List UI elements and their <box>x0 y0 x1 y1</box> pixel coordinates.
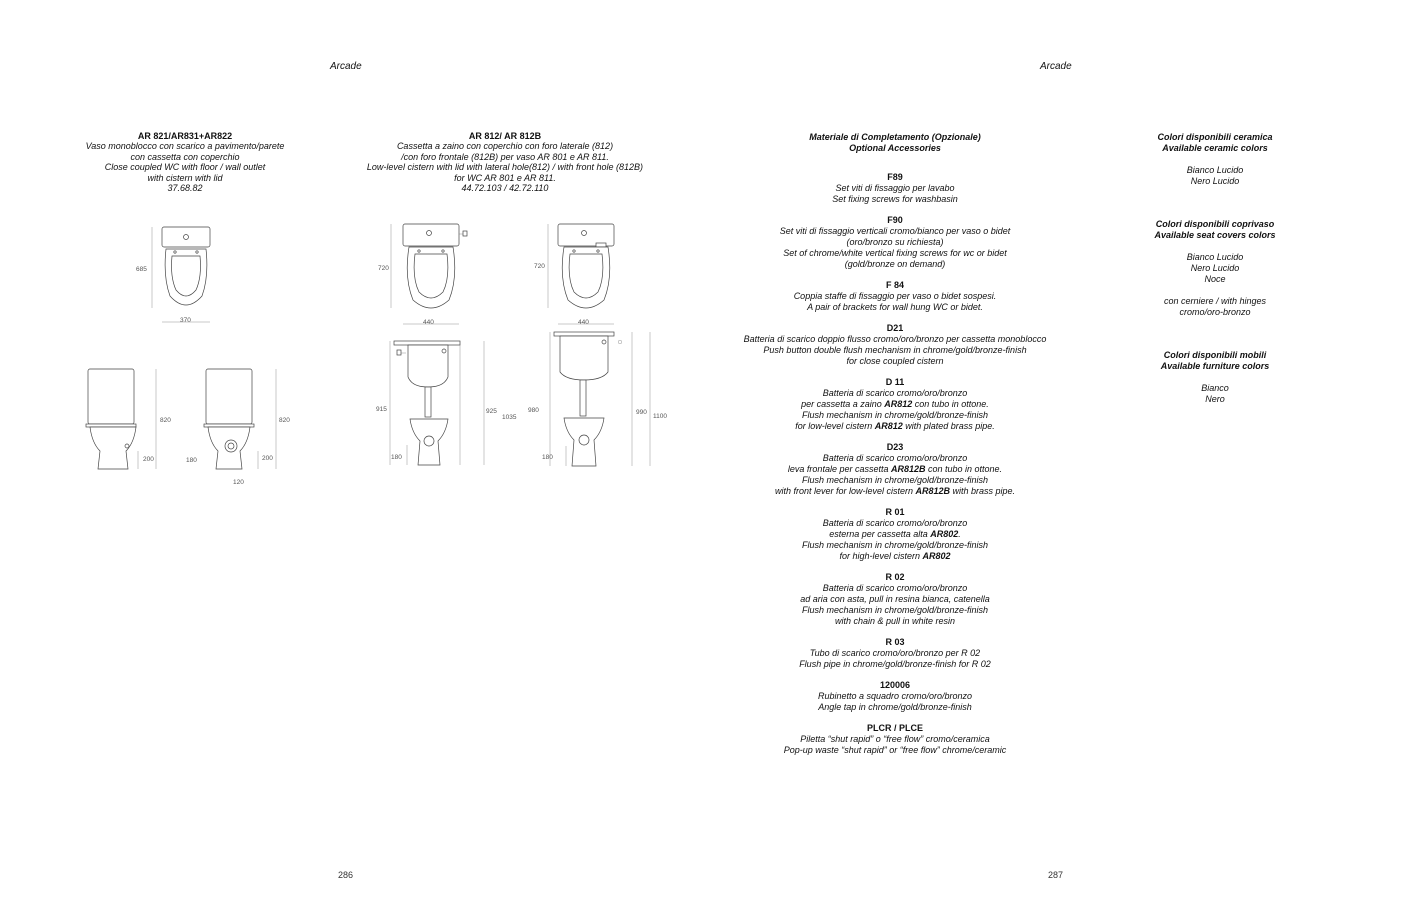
product-code: AR 821/AR831+AR822 <box>137 131 233 141</box>
accessory-f90: F90 Set viti di fissaggio verticali cromo/bianco per vaso o bidet (oro/bronzo su richiesta) Set of chrome/white vertical fixing screws for wc or bidet (gold/bronze on demand) <box>779 215 1011 269</box>
accessory-plcr-plce: PLCR / PLCE Piletta “shut rapid” o “free flow” cromo/ceramica Pop-up waste “shut rapid” or “free flow” chrome/ceramic <box>783 723 1007 755</box>
accessory-d11: D 11 Batteria di scarico cromo/oro/bronzo per cassetta a zaino AR812 con tubo in ottone. Flush mechanism in chrome/gold/bronze-finish for low-level cistern AR812 with plated brass pipe. <box>795 377 995 431</box>
wc-top-view-drawing-b <box>375 220 475 330</box>
accessory-120006: 120006 Rubinetto a squadro cromo/oro/bronzo Angle tap in chrome/gold/bronze-finish <box>817 680 973 712</box>
left-brand: Arcade <box>330 61 362 72</box>
dim-height: 820 <box>160 417 171 424</box>
right-brand: Arcade <box>1040 61 1072 72</box>
wc-top-view-drawing-c <box>530 220 630 330</box>
colors-ceramic: Colori disponibili ceramica Available ceramic colors Bianco Lucido Nero Lucido <box>1157 132 1273 186</box>
dim-cistern: 925 <box>486 408 497 415</box>
accessory-f89: F89 Set viti di fissaggio per lavabo Set fixing screws for washbasin <box>832 172 958 204</box>
dim-depth: 200 <box>262 455 273 462</box>
wc-side-view-drawing-a <box>82 365 182 480</box>
dim-width: 370 <box>180 317 191 324</box>
dim-height: 915 <box>376 406 387 413</box>
accessory-r03: R 03 Tubo di scarico cromo/oro/bronzo per R 02 Flush pipe in chrome/gold/bronze-finish for R 02 <box>799 637 991 669</box>
dim-back: 120 <box>233 479 244 486</box>
dim-height: 720 <box>534 263 545 270</box>
dim-outlet: 180 <box>391 454 402 461</box>
dim-width: 440 <box>578 319 589 326</box>
dim-width: 440 <box>423 319 434 326</box>
accessory-f84: F 84 Coppia staffe di fissaggio per vaso o bidet sospesi. A pair of brackets for wall hung WC or bidet. <box>793 280 997 312</box>
dim-outlet: 180 <box>542 454 553 461</box>
accessories-heading: Materiale di Completamento (Opzionale) Optional Accessories <box>809 132 981 153</box>
wc-side-view-drawing-b <box>180 365 300 490</box>
dim-outlet: 180 <box>186 457 197 464</box>
dim-total: 1100 <box>653 413 667 420</box>
wc-top-view-drawing-a <box>130 222 230 332</box>
dim-height: 720 <box>378 265 389 272</box>
dim-height: 685 <box>136 266 147 273</box>
right-page-number: 287 <box>1048 870 1064 880</box>
accessories-list <box>730 132 1060 766</box>
dim-height: 820 <box>279 417 290 424</box>
left-page-number: 286 <box>338 870 354 880</box>
product-block-ar812: AR 812/ AR 812B Cassetta a zaino con coperchio con foro laterale (812) /con foro frontale (812B) per vaso AR 801 e AR 811. Low-level cistern with lid with lateral hole(812) / with front hole (812B) for WC AR 801 e AR 811. 44.72.103 / 42.72.110 <box>345 131 665 193</box>
colors-seat-covers: Colori disponibili coprivaso Available seat covers colors Bianco Lucido Nero Lucido Noce con cerniere / with hinges cromo/oro-bronzo <box>1154 219 1276 317</box>
wc-side-view-drawing-d <box>526 328 676 468</box>
accessory-d21: D21 Batteria di scarico doppio flusso cromo/oro/bronzo per cassetta monoblocco Push button double flush mechanism in chrome/gold/bronze-finish for close coupled cistern <box>743 323 1047 366</box>
dim-cistern: 990 <box>636 409 647 416</box>
product-block-ar821: AR 821/AR831+AR822 Vaso monoblocco con scarico a pavimento/parete con cassetta con coperchio Close coupled WC with floor / wall outlet with cistern with lid 37.68.82 <box>60 131 310 193</box>
colors-furniture: Colori disponibili mobili Available furniture colors Bianco Nero <box>1160 350 1270 404</box>
product-code: AR 812/ AR 812B <box>468 131 542 141</box>
accessory-r01: R 01 Batteria di scarico cromo/oro/bronzo esterna per cassetta alta AR802. Flush mechanism in chrome/gold/bronze-finish for high-level cistern AR802 <box>801 507 989 561</box>
dim-depth: 200 <box>143 456 154 463</box>
accessory-d23: D23 Batteria di scarico cromo/oro/bronzo leva frontale per cassetta AR812B con tubo in ottone. Flush mechanism in chrome/gold/bronze-finish with front lever for low-level cistern AR812B with brass pipe. <box>774 442 1016 496</box>
accessory-r02: R 02 Batteria di scarico cromo/oro/bronzo ad aria con asta, pull in resina bianca, catenella Flush mechanism in chrome/gold/bronze-finish with chain & pull in white resin <box>800 572 990 626</box>
dim-total: 1035 <box>502 414 517 421</box>
dim-height: 980 <box>528 407 539 414</box>
wc-side-view-drawing-c <box>372 333 522 468</box>
